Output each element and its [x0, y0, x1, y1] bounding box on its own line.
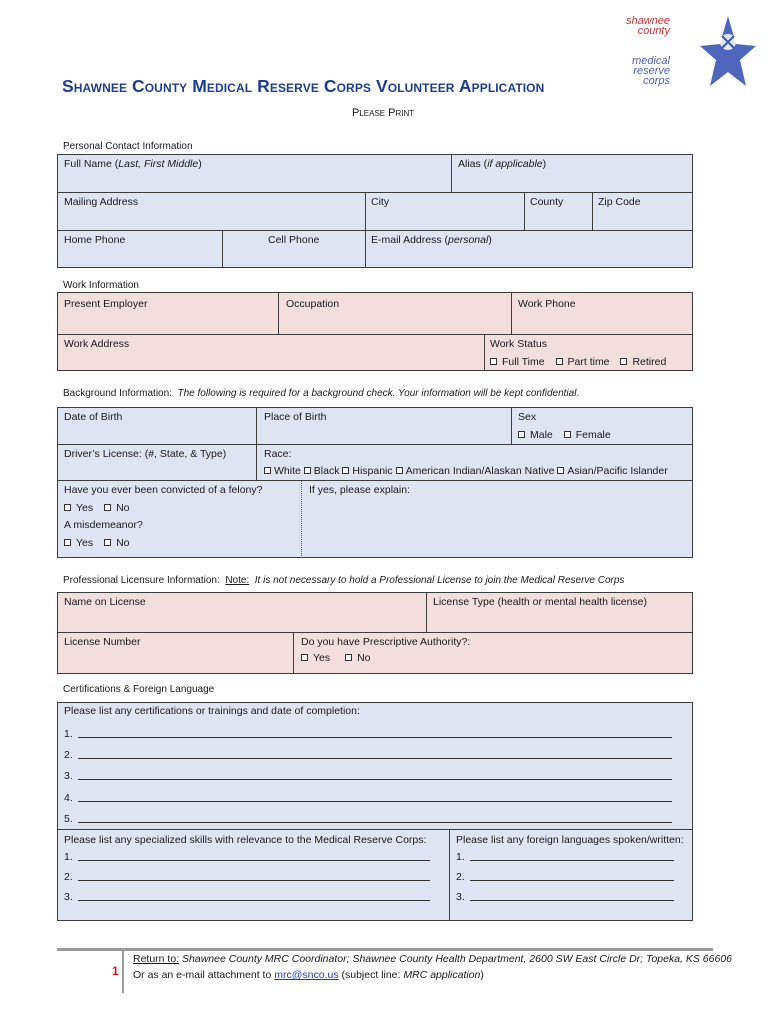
- professional-license-box: [57, 592, 693, 674]
- prescriptive-label: Do you have Prescriptive Authority?:: [301, 636, 471, 648]
- prescriptive-options: [301, 652, 379, 664]
- race-black-checkbox[interactable]: Black: [304, 465, 340, 477]
- felony-yes-checkbox[interactable]: Yes: [64, 502, 93, 514]
- cert-line-1[interactable]: [78, 737, 672, 738]
- misdemeanor-yes-checkbox[interactable]: Yes: [64, 537, 93, 549]
- cert-line-3[interactable]: [78, 779, 672, 780]
- languages-line-3[interactable]: [470, 900, 674, 901]
- home-phone-label: Home Phone: [64, 234, 126, 246]
- work-section-label: Work Information: [63, 280, 139, 291]
- checkbox-icon: [557, 467, 564, 474]
- languages-number-2: 2.: [456, 871, 465, 883]
- work-status-label: Work Status: [490, 338, 547, 350]
- cell-phone-label: Cell Phone: [268, 234, 320, 246]
- personal-contact-box: [57, 154, 693, 268]
- retired-checkbox[interactable]: Retired: [620, 356, 666, 368]
- checkbox-icon: [620, 358, 627, 365]
- female-checkbox[interactable]: Female: [564, 429, 611, 441]
- county-label: County: [530, 196, 564, 208]
- skills-prompt: Please list any specialized skills with relevance to the Medical Reserve Corps:: [64, 834, 427, 846]
- professional-section-label: Professional Licensure Information: Note: It is not necessary to hold a Professional License to join the Medical Reserve Corps: [63, 575, 625, 586]
- page-title: Shawnee County Medical Reserve Corps Volunteer Application: [62, 76, 545, 96]
- personal-section-label: Personal Contact Information: [63, 141, 193, 152]
- license-number-label: License Number: [64, 636, 141, 648]
- cert-number-5: 5.: [64, 813, 73, 825]
- background-info-box: [57, 407, 693, 558]
- misdemeanor-no-checkbox[interactable]: No: [104, 537, 129, 549]
- certifications-section-label: Certifications & Foreign Language: [63, 684, 215, 695]
- skills-number-1: 1.: [64, 851, 73, 863]
- work-info-box: [57, 292, 693, 371]
- skills-line-1[interactable]: [78, 860, 430, 861]
- misdemeanor-question: A misdemeanor?: [64, 519, 143, 531]
- languages-line-1[interactable]: [470, 860, 674, 861]
- skills-number-3: 3.: [64, 891, 73, 903]
- skills-line-3[interactable]: [78, 900, 430, 901]
- return-to-line: Return to: Shawnee County MRC Coordinator; Shawnee County Health Department, 2600 SW East Circle Dr; Topeka, KS 66606: [133, 953, 733, 965]
- cert-line-2[interactable]: [78, 758, 672, 759]
- logo-county: county: [637, 25, 670, 37]
- background-section-label: Background Information: The following is required for a background check. Your information will be kept confidential.: [63, 388, 580, 399]
- sex-options: [518, 429, 619, 441]
- page-number: 1: [112, 964, 119, 978]
- cert-number-3: 3.: [64, 770, 73, 782]
- full-name-label: Full Name (Last, First Middle): [64, 158, 202, 170]
- pob-label: Place of Birth: [264, 411, 327, 423]
- cert-prompt: Please list any certifications or trainings and date of completion:: [64, 705, 360, 717]
- license-type-label: License Type (health or mental health license): [433, 596, 648, 608]
- city-label: City: [371, 196, 390, 208]
- email-link[interactable]: mrc@snco.us: [274, 969, 339, 981]
- cert-line-4[interactable]: [78, 801, 672, 802]
- skills-number-2: 2.: [64, 871, 73, 883]
- logo-corps: corps: [643, 75, 670, 87]
- felony-no-checkbox[interactable]: No: [104, 502, 129, 514]
- languages-number-3: 3.: [456, 891, 465, 903]
- certifications-box: [57, 702, 693, 921]
- checkbox-icon: [345, 654, 352, 661]
- race-native-checkbox[interactable]: American Indian/Alaskan Native: [396, 465, 555, 477]
- footer-vertical-divider: [122, 949, 124, 993]
- name-on-license-label: Name on License: [64, 596, 146, 608]
- cert-number-1: 1.: [64, 728, 73, 740]
- checkbox-icon: [518, 431, 525, 438]
- checkbox-icon: [104, 539, 111, 546]
- languages-line-2[interactable]: [470, 880, 674, 881]
- work-status-options: [490, 356, 674, 368]
- prescriptive-no-checkbox[interactable]: No: [345, 652, 370, 664]
- checkbox-icon: [304, 467, 311, 474]
- languages-number-1: 1.: [456, 851, 465, 863]
- languages-prompt: Please list any foreign languages spoken/written:: [456, 834, 684, 846]
- city-cell[interactable]: [366, 193, 525, 231]
- email-submission-line: Or as an e-mail attachment to mrc@snco.us (subject line: MRC application): [133, 969, 484, 981]
- alias-label: Alias (if applicable): [458, 158, 547, 170]
- cert-line-5[interactable]: [78, 822, 672, 823]
- race-hispanic-checkbox[interactable]: Hispanic: [342, 465, 392, 477]
- page-subtitle: Please Print: [352, 107, 415, 119]
- checkbox-icon: [64, 504, 71, 511]
- skills-line-2[interactable]: [78, 880, 430, 881]
- misdemeanor-options: [64, 537, 138, 549]
- logo-shawnee: shawnee: [625, 15, 670, 27]
- prescriptive-yes-checkbox[interactable]: Yes: [301, 652, 330, 664]
- logo-medical: medical: [632, 55, 670, 67]
- explain-field[interactable]: [302, 500, 692, 557]
- race-asian-checkbox[interactable]: Asian/Pacific Islander: [557, 465, 667, 477]
- employer-label: Present Employer: [64, 298, 148, 310]
- drivers-license-label: Driver’s License: (#, State, & Type): [64, 448, 227, 460]
- checkbox-icon: [396, 467, 403, 474]
- mrc-logo: [618, 14, 758, 102]
- checkbox-icon: [64, 539, 71, 546]
- checkbox-icon: [104, 504, 111, 511]
- felony-options: [64, 502, 138, 514]
- checkbox-icon: [564, 431, 571, 438]
- dob-label: Date of Birth: [64, 411, 123, 423]
- occupation-label: Occupation: [286, 298, 340, 310]
- checkbox-icon: [264, 467, 271, 474]
- email-label: E-mail Address (personal): [371, 234, 492, 246]
- checkbox-icon: [342, 467, 349, 474]
- race-white-checkbox[interactable]: White: [264, 465, 301, 477]
- checkbox-icon: [301, 654, 308, 661]
- work-address-label: Work Address: [64, 338, 130, 350]
- cert-number-2: 2.: [64, 749, 73, 761]
- sex-label: Sex: [518, 411, 537, 423]
- race-options: [264, 465, 668, 477]
- mailing-address-label: Mailing Address: [64, 196, 139, 208]
- cert-number-4: 4.: [64, 792, 73, 804]
- male-checkbox[interactable]: Male: [518, 429, 553, 441]
- full-time-checkbox[interactable]: Full Time: [490, 356, 545, 368]
- part-time-checkbox[interactable]: Part time: [556, 356, 610, 368]
- footer-divider: [57, 948, 713, 951]
- work-phone-label: Work Phone: [518, 298, 576, 310]
- certifications-cell: [58, 703, 693, 830]
- zip-code-label: Zip Code: [598, 196, 641, 208]
- felony-question: Have you ever been convicted of a felony?: [64, 484, 263, 496]
- checkbox-icon: [490, 358, 497, 365]
- logo-reserve: reserve: [633, 65, 670, 77]
- checkbox-icon: [556, 358, 563, 365]
- explain-label: If yes, please explain:: [309, 484, 410, 496]
- race-label: Race:: [264, 448, 292, 460]
